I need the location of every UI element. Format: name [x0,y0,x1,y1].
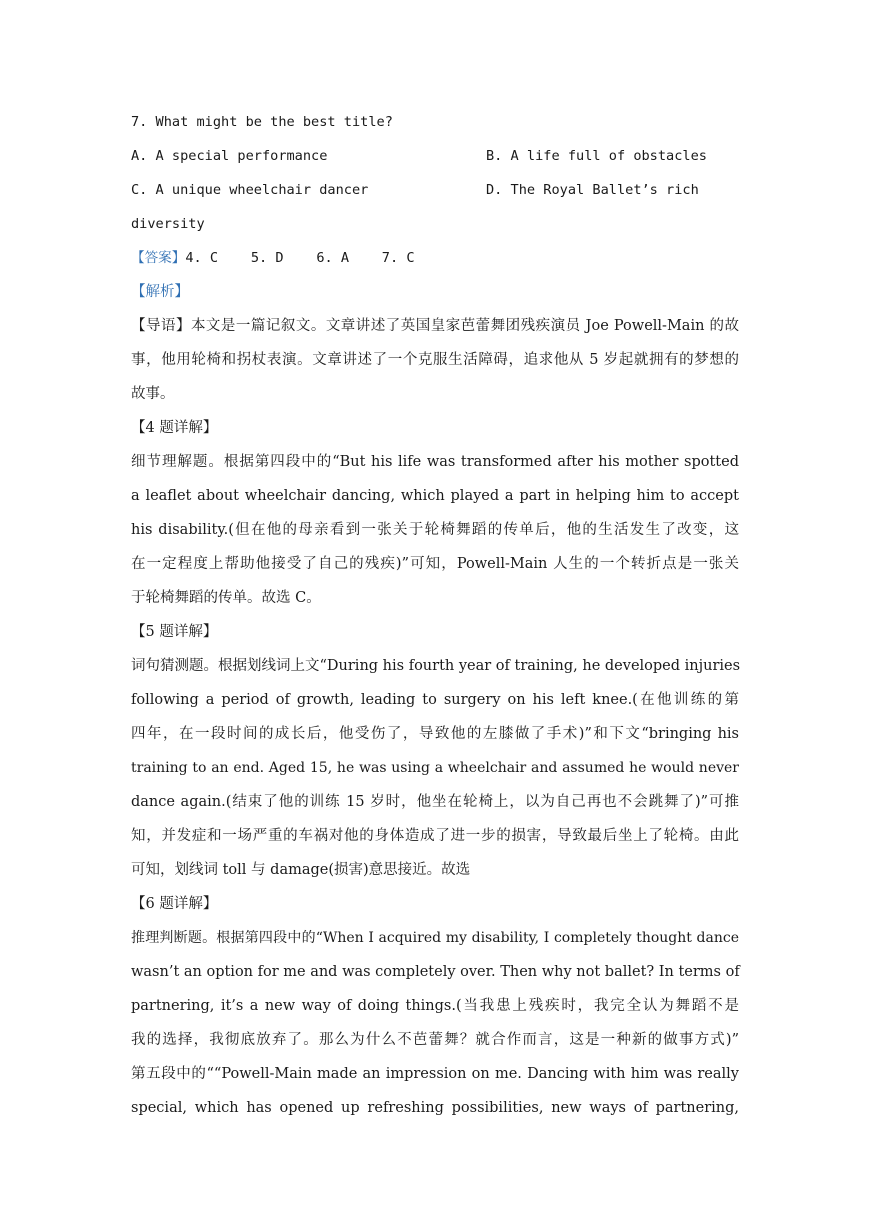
option-row-ab [131,146,739,166]
q6-line: 第五段中的““Powell-Main made an impression on me. Dancing with him was really [131,1066,739,1082]
intro-line: 事，他用轮椅和拐杖表演。文章讲述了一个克服生活障碍，追求他从 5 岁起就拥有的梦想的 [131,352,739,368]
q5-line: 可知，划线词 toll 与 damage(损害)意思接近。故选 [131,862,471,878]
q5-line: 知，并发症和一场严重的车祸对他的身体造成了进一步的损害，导致最后坐上了轮椅。由此 [131,828,739,844]
question-7-stem: 7. What might be the best title? [131,114,393,130]
option-b: B. A life full of obstacles [486,148,707,164]
q4-line: 于轮椅舞蹈的传单。故选 C。 [131,590,321,606]
option-row-cd [131,180,739,200]
option-a: A. A special performance [131,148,328,164]
q6-line: partnering, it’s a new way of doing things.(当我患上残疾时，我完全认为舞蹈不是 [131,998,739,1014]
q6-line: special, which has opened up refreshing possibilities, new ways of partnering, [131,1100,739,1116]
analysis-tag: 【解析】 [131,284,189,300]
q4-heading: 【4 题详解】 [131,420,218,436]
q5-line: 四年，在一段时间的成长后，他受伤了，导致他的左膝做了手术)”和下文“bringing his [131,726,739,742]
intro-line: 故事。 [131,386,175,402]
intro-line: 【导语】本文是一篇记叙文。文章讲述了英国皇家芭蕾舞团残疾演员 Joe Powell-Main 的故 [131,318,739,334]
q4-line: his disability.(但在他的母亲看到一张关于轮椅舞蹈的传单后，他的生活发生了改变，这 [131,522,739,538]
q5-heading: 【5 题详解】 [131,624,218,640]
option-d-continuation: diversity [131,216,205,232]
q5-line: training to an end. Aged 15, he was using a wheelchair and assumed he would never [131,760,739,776]
q5-line: following a period of growth, leading to surgery on his left knee.(在他训练的第 [131,692,739,708]
q6-line: wasn’t an option for me and was completely over. Then why not ballet? In terms of [131,964,740,980]
answer-tag: 【答案】 [131,250,186,266]
q5-line: 词句猜测题。根据划线词上文“During his fourth year of training, he developed injuries [131,658,741,674]
q5-line: dance again.(结束了他的训练 15 岁时，他坐在轮椅上，以为自己再也不会跳舞了)”可推 [131,794,739,810]
q6-heading: 【6 题详解】 [131,896,218,912]
q4-line: 细节理解题。根据第四段中的“But his life was transformed after his mother spotted [131,454,739,470]
q4-line: 在一定程度上帮助他接受了自己的残疾)”可知，Powell-Main 人生的一个转折点是一张关 [131,556,739,572]
q6-line: 我的选择，我彻底放弃了。那么为什么不芭蕾舞？就合作而言，这是一种新的做事方式)” [131,1032,739,1048]
answer-line [131,248,739,268]
q6-line: 推理判断题。根据第四段中的“When I acquired my disability, I completely thought dance [131,930,739,946]
option-c: C. A unique wheelchair dancer [131,182,369,198]
option-d: D. The Royal Ballet’s rich [486,182,699,198]
answer-text: 4. C 5. D 6. A 7. C [185,250,415,266]
q4-line: a leaflet about wheelchair dancing, which played a part in helping him to accept [131,488,739,504]
